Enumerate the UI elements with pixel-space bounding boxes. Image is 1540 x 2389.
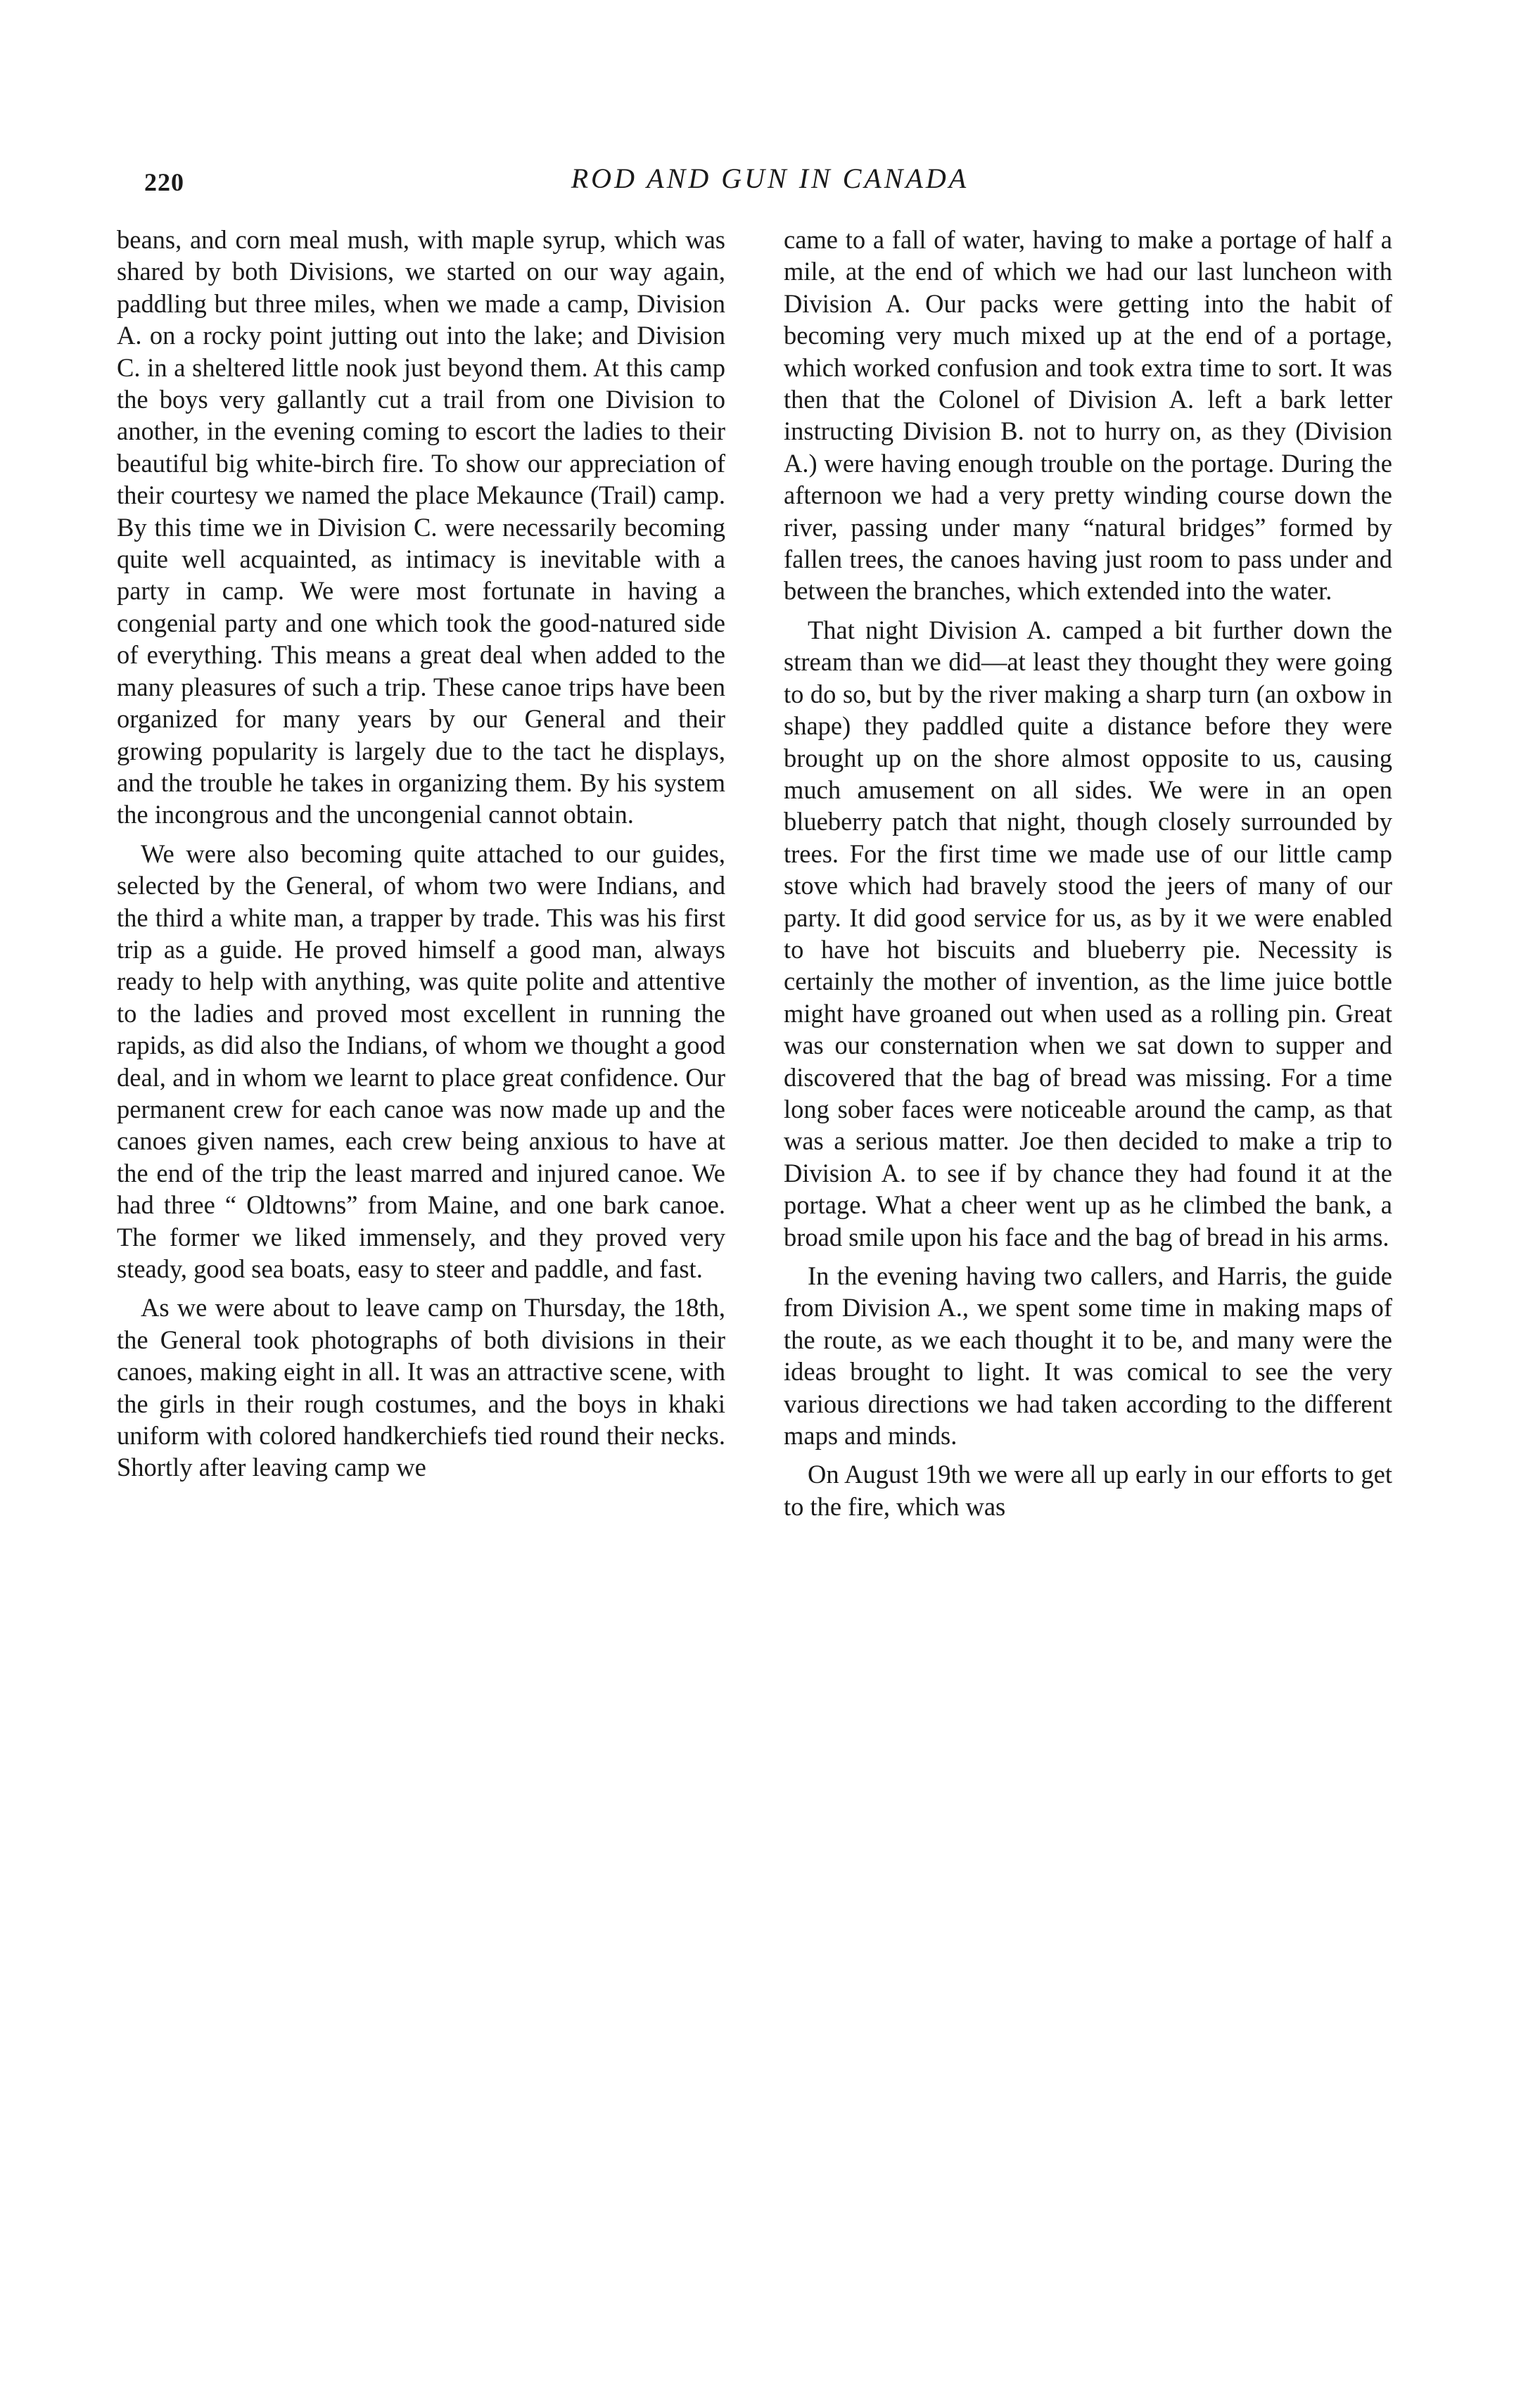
paragraph: came to a fall of water, having to make a portage of half a mile, at the end of which we had our last luncheon with Division A. Our packs were getting into the habit of becoming very much mixed up at the end of a portage, which worked confusion and took extra time to sort. It was then that the Colonel of Division A. left a bark letter instructing Division B. not to hurry on, as they (Division A.) were having enough trouble on the portage. During the afternoon we had a very pretty winding course down the river, passing under many “natural bridges” formed by fallen trees, the canoes having just room to pass under and between the branches, which extended into the water. [784,225,1392,606]
running-title: ROD AND GUN IN CANADA [571,163,969,194]
paragraph: In the evening having two callers, and Harris, the guide from Division A., we spent some time in making maps of the route, as we each thought it to be, and many were the ideas brought to light. It was comical to see the very various directions we had taken according to the different maps and minds. [784,1261,1392,1451]
paragraph: We were also becoming quite attached to our guides, selected by the General, of whom two were Indians, and the third a white man, a trapper by trade. This was his first trip as a guide. He proved himself a good man, always ready to help with anything, was quite polite and attentive to the ladies and proved most excellent in running the rapids, as did also the Indians, of whom we thought a good deal, and in whom we learnt to place great confidence. Our permanent crew for each canoe was now made up and the canoes given names, each crew being anxious to have at the end of the trip the least marred and injured canoe. We had three “ Oldtowns” from Maine, and one bark canoe. The former we liked immensely, and they proved very steady, good sea boats, easy to steer and paddle, and fast. [117,839,725,1283]
paragraph: As we were about to leave camp on Thursday, the 18th, the General took photographs of both divisions in their canoes, making eight in all. It was an attractive scene, with the girls in their rough costumes, and the boys in khaki uniform with colored handkerchiefs tied round their necks. Shortly after leaving camp we [117,1293,725,1482]
left-column [117,224,725,1491]
paragraph: That night Division A. camped a bit further down the stream than we did—at least they thought they were going to do so, but by the river making a sharp turn (an oxbow in shape) they paddled quite a distance before they were brought up on the shore almost opposite to us, causing much amusement on all sides. We were in an open blueberry patch that night, though closely surrounded by trees. For the first time we made use of our little camp stove which had bravely stood the jeers of many of our party. It did good service for us, as by it we were enabled to have hot biscuits and blueberry pie. Necessity is certainly the mother of invention, as the lime juice bottle might have groaned out when used as a rolling pin. Great was our consternation when we sat down to supper and discovered that the bag of bread was missing. For a time long sober faces were noticeable around the camp, as that was a serious matter. Joe then decided to make a trip to Division A. to see if by chance they had found it at the portage. What a cheer went up as he climbed the bank, a broad smile upon his face and the bag of bread in his arms. [784,615,1392,1251]
paragraph: beans, and corn meal mush, with maple syrup, which was shared by both Divisions, we started on our way again, paddling but three miles, when we made a camp, Division A. on a rocky point jutting out into the lake; and Division C. in a sheltered little nook just beyond them. At this camp the boys very gallantly cut a trail from one Division to another, in the evening coming to escort the ladies to their beautiful big white-birch fire. To show our appreciation of their courtesy we named the place Mekaunce (Trail) camp. By this time we in Division C. were necessarily becoming quite well acquainted, as intimacy is inevitable with a party in camp. We were most fortunate in having a congenial party and one which took the good-natured side of everything. This means a great deal when added to the many pleasures of such a trip. These canoe trips have been organized for many years by our General and their growing popularity is largely due to the tact he displays, and the trouble he takes in organizing them. By his system the incongrous and the uncongenial cannot obtain. [117,225,725,829]
right-column [784,224,1392,1529]
paragraph: On August 19th we were all up early in our efforts to get to the fire, which was [784,1460,1392,1521]
page-number: 220 [144,168,184,196]
page-header [0,0,1540,225]
